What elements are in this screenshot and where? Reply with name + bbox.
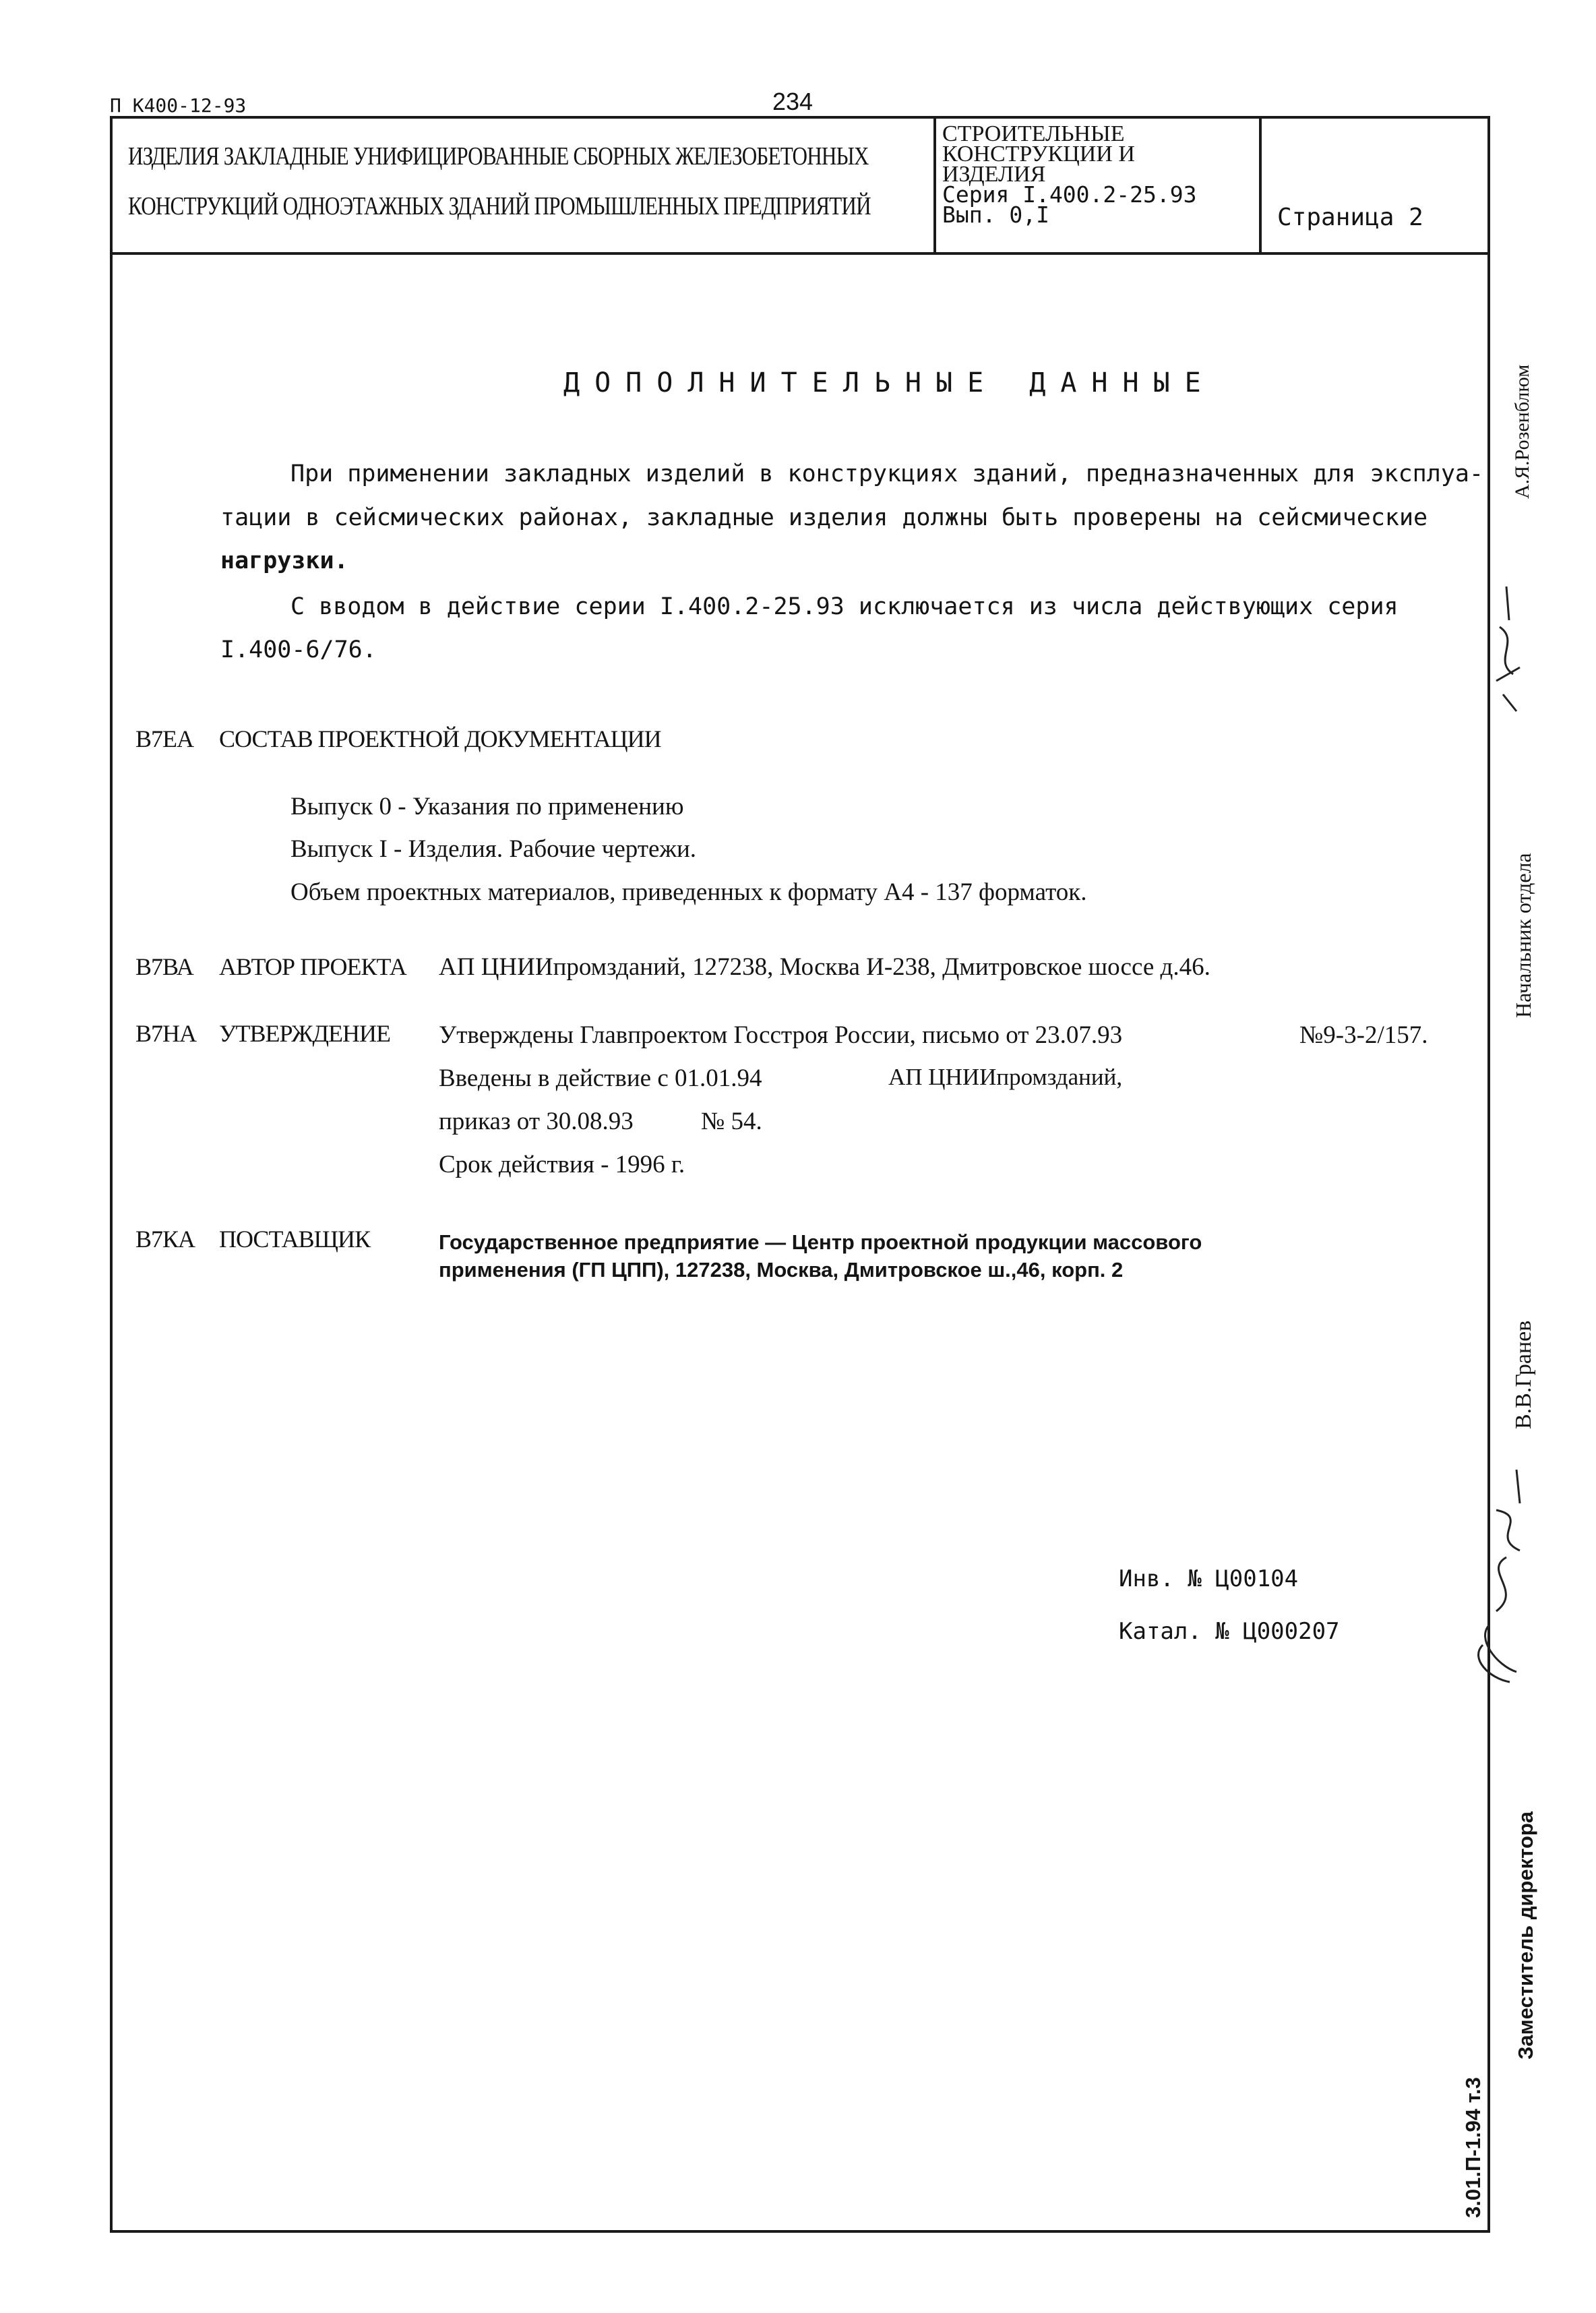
b7ha-line3-number: № 54. <box>701 1108 762 1135</box>
b7ea-line1: Выпуск 0 - Указания по применению <box>290 793 684 820</box>
series-line3: ИЗДЕЛИЯ <box>942 162 1046 187</box>
b7ha-line4: Срок действия - 1996 г. <box>439 1151 685 1178</box>
b7ea-line2: Выпуск I - Изделия. Рабочие чертежи. <box>290 835 697 863</box>
para2-line1: С вводом в действие серии I.400.2-25.93 исключается из числа действующих серия <box>290 593 1399 620</box>
side-position-1: Начальник отдела <box>1511 853 1535 1018</box>
page-frame <box>110 116 1490 2233</box>
header-title-line2: КОНСТРУКЦИЙ ОДНОЭТАЖНЫХ ЗДАНИЙ ПРОМЫШЛЕННЫХ ПРЕДПРИЯТИЙ <box>128 192 871 220</box>
b7ea-line3: Объем проектных материалов, приведенных к формату А4 - 137 форматок. <box>290 878 1087 906</box>
para1-line3: нагрузки. <box>220 547 348 574</box>
header-divider <box>110 252 1490 255</box>
signature-2 <box>1469 1463 1543 1685</box>
page-heading: ДОПОЛНИТЕЛЬНЫЕ ДАННЫЕ <box>563 367 1216 398</box>
b7ha-line3: приказ от 30.08.93 <box>439 1108 634 1135</box>
page-number: 234 <box>772 88 814 115</box>
series-line5: Вып. 0,I <box>942 202 1049 228</box>
para1-line1: При применении закладных изделий в конструкциях зданий, предназначенных для эксплуа- <box>290 460 1484 487</box>
section-title-b7ba: АВТОР ПРОЕКТА <box>219 953 406 980</box>
b7ha-line1: Утверждены Главпроектом Госстроя России, письмо от 23.07.93 <box>439 1021 1123 1049</box>
section-title-b7ka: ПОСТАВЩИК <box>219 1226 370 1253</box>
document-code: П К400-12-93 <box>110 94 247 117</box>
b7ba-line1: АП ЦНИИпромзданий, 127238, Москва И-238, Дмитровское шоссе д.46. <box>439 953 1210 981</box>
section-code-b7ea: В7ЕА <box>135 725 193 752</box>
series-line1: СТРОИТЕЛЬНЫЕ <box>942 121 1125 146</box>
side-name-2: В.В.Гранев <box>1511 1320 1536 1429</box>
section-code-b7ba: В7ВА <box>135 953 193 980</box>
b7ha-line2-org: АП ЦНИИпромзданий, <box>888 1064 1123 1090</box>
signature-1 <box>1479 580 1533 715</box>
section-code-b7ka: В7КА <box>135 1226 195 1253</box>
section-code-b7ha: В7НА <box>135 1020 197 1047</box>
series-line2: КОНСТРУКЦИИ И <box>942 142 1135 167</box>
side-name-1: А.Я.Розенблюм <box>1511 364 1533 499</box>
series-line4: Серия I.400.2-25.93 <box>942 181 1197 208</box>
page-label: Страница 2 <box>1277 204 1423 231</box>
section-title-b7ha: УТВЕРЖДЕНИЕ <box>219 1020 391 1047</box>
para2-line2: I.400-6/76. <box>220 636 377 663</box>
inventory-number: Инв. № Ц00104 <box>1119 1565 1299 1592</box>
para1-line2: тации в сейсмических районах, закладные изделия должны быть проверены на сейсмические <box>220 504 1428 531</box>
b7ha-line1-number: №9-3-2/157. <box>1299 1021 1428 1049</box>
header-col-divider-1 <box>933 116 936 253</box>
b7ha-line2: Введены в действие с 01.01.94 <box>439 1064 762 1092</box>
side-position-2: Заместитель директора <box>1514 1811 1537 2060</box>
header-title-line1: ИЗДЕЛИЯ ЗАКЛАДНЫЕ УНИФИЦИРОВАННЫЕ СБОРНЫХ ЖЕЛЕЗОБЕТОННЫХ <box>128 142 869 171</box>
series-block <box>942 121 1197 228</box>
b7ka-line2: применения (ГП ЦПП), 127238, Москва, Дмитровское ш.,46, корп. 2 <box>439 1258 1124 1282</box>
catalog-number: Катал. № Ц000207 <box>1119 1618 1340 1645</box>
side-stamp: 3.01.П-1.94 т.3 <box>1461 2077 1485 2218</box>
section-title-b7ea: СОСТАВ ПРОЕКТНОЙ ДОКУМЕНТАЦИИ <box>219 725 661 752</box>
b7ka-line1: Государственное предприятие — Центр проектной продукции массового <box>439 1230 1202 1254</box>
header-title <box>128 142 923 221</box>
header-col-divider-2 <box>1259 116 1262 253</box>
